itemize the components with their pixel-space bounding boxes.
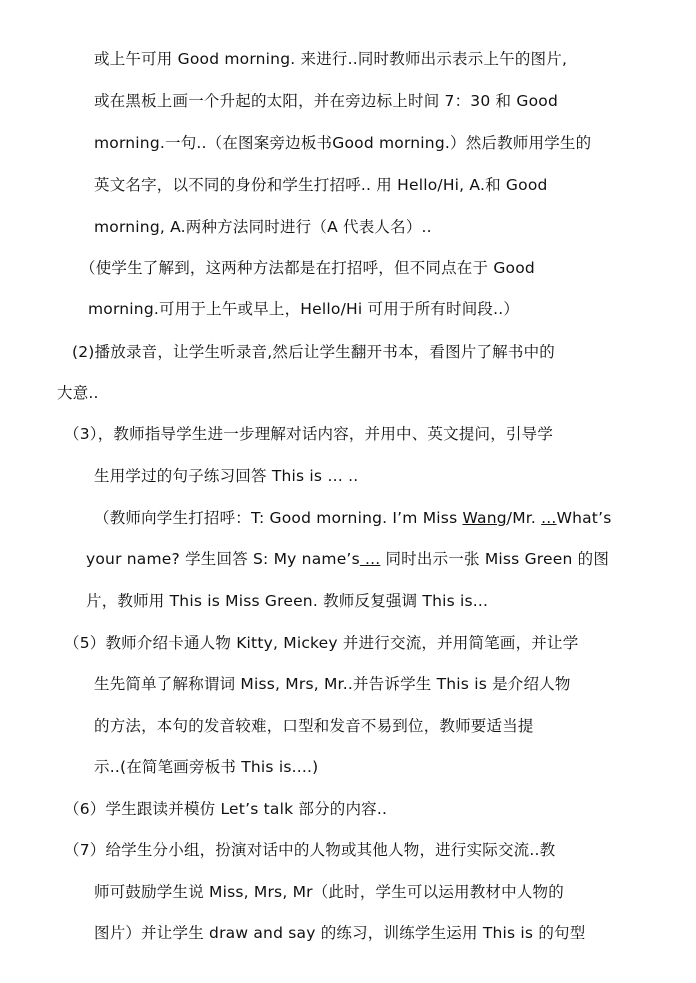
text-segment: What’s: [556, 509, 612, 527]
text-line: morning.可用于上午或早上，Hello/Hi 可用于所有时间段..）: [88, 300, 520, 318]
text-line: 英文名字，以不同的身份和学生打招呼.. 用 Hello/Hi, A.和 Good: [94, 176, 548, 194]
text-line: 或上午可用 Good morning. 来进行..同时教师出示表示上午的图片,: [94, 50, 568, 68]
text-line: morning.一句..（在图案旁边板书Good morning.）然后教师用学生的: [94, 134, 592, 152]
text-line: （7）给学生分小组，扮演对话中的人物或其他人物，进行实际交流..教: [64, 841, 556, 859]
text-line: （3），教师指导学生进一步理解对话内容，并用中、英文提问，引导学: [64, 425, 554, 443]
text-line: 的方法，本句的发音较难，口型和发音不易到位，教师要适当提: [94, 717, 534, 735]
text-line: (2)播放录音，让学生听录音,然后让学生翻开书本，看图片了解书中的: [72, 343, 555, 361]
text-line: 生先简单了解称谓词 Miss, Mrs, Mr..并告诉学生 This is 是介绍人物: [94, 675, 571, 693]
text-line: （使学生了解到，这两种方法都是在打招呼，但不同点在于 Good: [80, 259, 535, 277]
text-segment: your name? 学生回答 S: My name’s: [86, 550, 360, 568]
underlined-blank: ...: [359, 550, 381, 568]
text-line: 片，教师用 This is Miss Green. 教师反复强调 This is...: [86, 592, 489, 610]
text-line: 或在黑板上画一个升起的太阳，并在旁边标上时间 7：30 和 Good: [94, 92, 558, 110]
text-line: 师可鼓励学生说 Miss, Mrs, Mr（此时，学生可以运用教材中人物的: [94, 883, 564, 901]
underlined-name: Wang: [462, 509, 507, 527]
text-line: （5）教师介绍卡通人物 Kitty, Mickey 并进行交流，并用简笔画，并让学: [64, 634, 579, 652]
text-line: morning, A.两种方法同时进行（A 代表人名）..: [94, 218, 432, 236]
text-segment: （教师向学生打招呼：T: Good morning. I’m Miss: [94, 509, 463, 527]
text-line: 大意..: [57, 384, 99, 402]
text-line: 生用学过的句子练习回答 This is … ..: [94, 467, 359, 485]
text-line: [94, 508, 612, 528]
text-line: [86, 549, 609, 569]
text-segment: 同时出示一张 Miss Green 的图: [380, 550, 610, 568]
underlined-blank: ...: [541, 509, 557, 527]
text-line: （6）学生跟读并模仿 Let’s talk 部分的内容..: [64, 800, 388, 818]
text-line: 示..(在简笔画旁板书 This is....): [94, 758, 319, 776]
text-segment: /Mr.: [506, 509, 542, 527]
text-line: 图片）并让学生 draw and say 的练习，训练学生运用 This is 的句型: [94, 924, 586, 942]
